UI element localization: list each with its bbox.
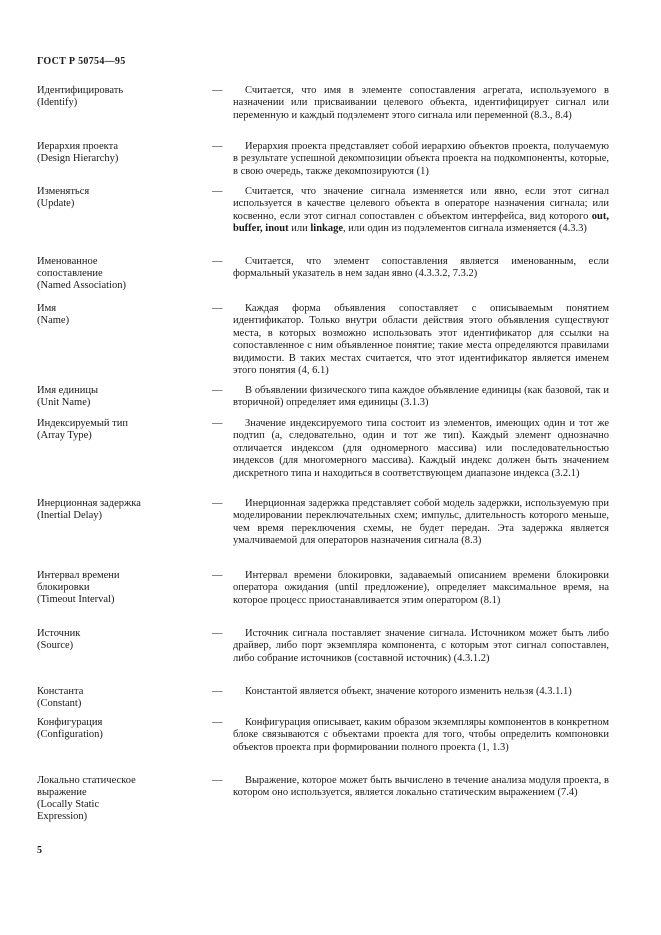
entry-definition: Конфигурация описывает, каким образом экземпляры компонентов в конкретном блоке связываются с объектами проекта для того, чтобы определить компоновки объектов проекта при формировании полного проекта (1, 1.3) bbox=[233, 717, 609, 753]
entry-dash: — bbox=[212, 628, 223, 639]
entry-dash: — bbox=[212, 256, 223, 267]
entry-dash: — bbox=[212, 717, 223, 728]
entry-dash: — bbox=[212, 186, 223, 197]
entry-term: Имя единицы (Unit Name) bbox=[37, 385, 99, 408]
entry-definition: Считается, что имя в элементе сопоставления агрегата, используемого в назначении или присваивании целевого объекта, идентифицирует сигнал или переменную и каждый подэлемент этого сигнала или переменной (8.3., 8.4) bbox=[233, 85, 609, 121]
entry-term: Константа (Constant) bbox=[37, 686, 84, 709]
entry-definition: Константой является объект, значение которого изменить нельзя (4.3.1.1) bbox=[245, 686, 572, 697]
entry-term: Идентифицировать (Identify) bbox=[37, 85, 124, 108]
page-number: 5 bbox=[37, 845, 42, 856]
entry-definition: Инерционная задержка представляет собой модель задержки, используемую при моделировании переключательных схем; импульс, длительность которого меньше, чем время переключения схемы, не будет передан. Эта задержка является умалчиваемой для операторов назначения сигнала (8.3) bbox=[233, 498, 609, 547]
entry-term: Именованное сопоставление (Named Association) bbox=[37, 256, 126, 291]
entry-definition: Каждая форма объявления сопоставляет с описываемым понятием идентификатор. Только внутри области действия этого объявления существуют места, в которых возможно использовать этот идентификатор для ссылки на сопоставленное с ним объявленное понятие; такие места определяются правилами видимости. В таких местах считается, что этот идентификатор является именем этого понятия (4, 6.1) bbox=[233, 303, 609, 377]
entry-dash: — bbox=[212, 775, 223, 786]
entry-definition: Считается, что значение сигнала изменяется или явно, если этот сигнал используется в качестве целевого объекта в операторе назначения сигнала; или косвенно, если этот сигнал сопоставлен с объектом интерфейса, вид которого out, buffer, inout или linkage, или один из подэлементов сигнала изменяется (4.3.3) bbox=[233, 186, 609, 235]
entry-term: Интервал времени блокировки (Timeout Interval) bbox=[37, 570, 120, 605]
entry-dash: — bbox=[212, 141, 223, 152]
entry-term: Иерархия проекта (Design Hierarchy) bbox=[37, 141, 119, 164]
entry-definition: Считается, что элемент сопоставления является именованным, если формальный указатель в нем задан явно (4.3.3.2, 7.3.2) bbox=[233, 256, 609, 280]
entry-definition: Источник сигнала поставляет значение сигнала. Источником может быть либо драйвер, либо порт экземпляра компонента, с которым этот сигнал сопоставлен, либо собрание источников (составной источник) (4.3.1.2) bbox=[233, 628, 609, 664]
entry-term: Имя (Name) bbox=[37, 303, 70, 326]
entry-term: Индексируемый тип (Array Type) bbox=[37, 418, 128, 441]
entry-dash: — bbox=[212, 498, 223, 509]
entry-definition: Интервал времени блокировки, задаваемый описанием времени блокировки оператора ожидания (until предложение), определяет максимальное время, на которое процесс приостанавливается этим оператором (8.1) bbox=[233, 570, 609, 606]
entry-dash: — bbox=[212, 418, 223, 429]
page-header: ГОСТ Р 50754—95 bbox=[37, 56, 126, 67]
entry-dash: — bbox=[212, 385, 223, 396]
entry-dash: — bbox=[212, 303, 223, 314]
entry-term: Изменяться (Update) bbox=[37, 186, 90, 209]
entry-term: Конфигурация (Configuration) bbox=[37, 717, 103, 740]
entry-dash: — bbox=[212, 85, 223, 96]
entry-term: Источник (Source) bbox=[37, 628, 81, 651]
entry-definition: В объявлении физического типа каждое объявление единицы (как базовой, так и вторичной) определяет имя единицы (3.1.3) bbox=[233, 385, 609, 409]
entry-definition: Иерархия проекта представляет собой иерархию объектов проекта, получаемую в результате успешной декомпозиции объекта проекта на подкомпоненты, которые, в свою очередь, также декомпозируются (1) bbox=[233, 141, 609, 177]
entry-term: Локально статическое выражение (Locally Static Expression) bbox=[37, 775, 136, 822]
entry-term: Инерционная задержка (Inertial Delay) bbox=[37, 498, 141, 521]
entry-definition: Выражение, которое может быть вычислено в течение анализа модуля проекта, в котором оно используется, является локально статическим выражением (7.4) bbox=[233, 775, 609, 799]
entry-dash: — bbox=[212, 570, 223, 581]
entry-dash: — bbox=[212, 686, 223, 697]
entry-definition: Значение индексируемого типа состоит из элементов, имеющих один и тот же подтип (а, следовательно, один и тот же тип). Каждый элемент однозначно отличается индексом (для одномерного массива) или последовательностью индексов (для многомерного массива). Каждый индекс должен быть значением дискретного типа и находиться в соответствующем диапазоне индекса (3.2.1) bbox=[233, 418, 609, 479]
